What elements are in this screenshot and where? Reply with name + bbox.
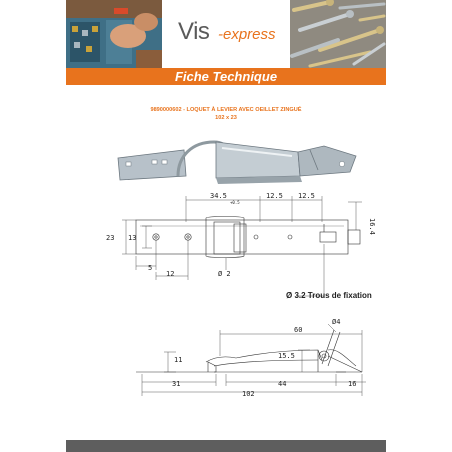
dim-44: 44 [278, 380, 287, 388]
logo-express-text: -express [218, 26, 276, 43]
dim-12: 12 [166, 270, 175, 278]
fixation-holes-label: Ø 3.2 Trous de fixation [286, 291, 372, 300]
dim-34-5: 34.5 [210, 192, 227, 200]
dim-tolerance: +0.5 [230, 200, 240, 205]
latch-side-view [136, 330, 362, 372]
dim-11: 11 [174, 356, 183, 364]
dim-phi4: Ø4 [332, 318, 341, 326]
dim-60: 60 [294, 326, 303, 334]
logo-vis-text: Vis [178, 18, 210, 45]
latch-top-view [136, 217, 360, 258]
top-view-dimension-labels [106, 192, 376, 278]
dim-12-5-b: 12.5 [298, 192, 315, 200]
dim-16: 16 [348, 380, 357, 388]
dim-16-4: 16.4 [368, 218, 376, 235]
latch-photo [118, 142, 356, 184]
dim-hole: Ø 2 [218, 270, 231, 278]
dim-23: 23 [106, 234, 115, 242]
technical-sheet-page [66, 0, 386, 452]
section-title: Fiche Technique [174, 69, 278, 84]
technical-drawings [66, 0, 386, 452]
product-size: 102 x 23 [215, 115, 237, 121]
dim-102: 102 [242, 390, 255, 398]
footer-bar [66, 440, 386, 452]
dim-15-5: 15.5 [278, 352, 295, 360]
dim-31: 31 [172, 380, 181, 388]
dim-12-5-a: 12.5 [266, 192, 283, 200]
product-reference: 9890000602 - LOQUET À LEVIER AVEC OEILLET ZINGUÉ [150, 107, 302, 113]
dim-5: 5 [148, 264, 153, 272]
dim-13: 13 [128, 234, 137, 242]
top-view-dimensions [122, 196, 362, 296]
